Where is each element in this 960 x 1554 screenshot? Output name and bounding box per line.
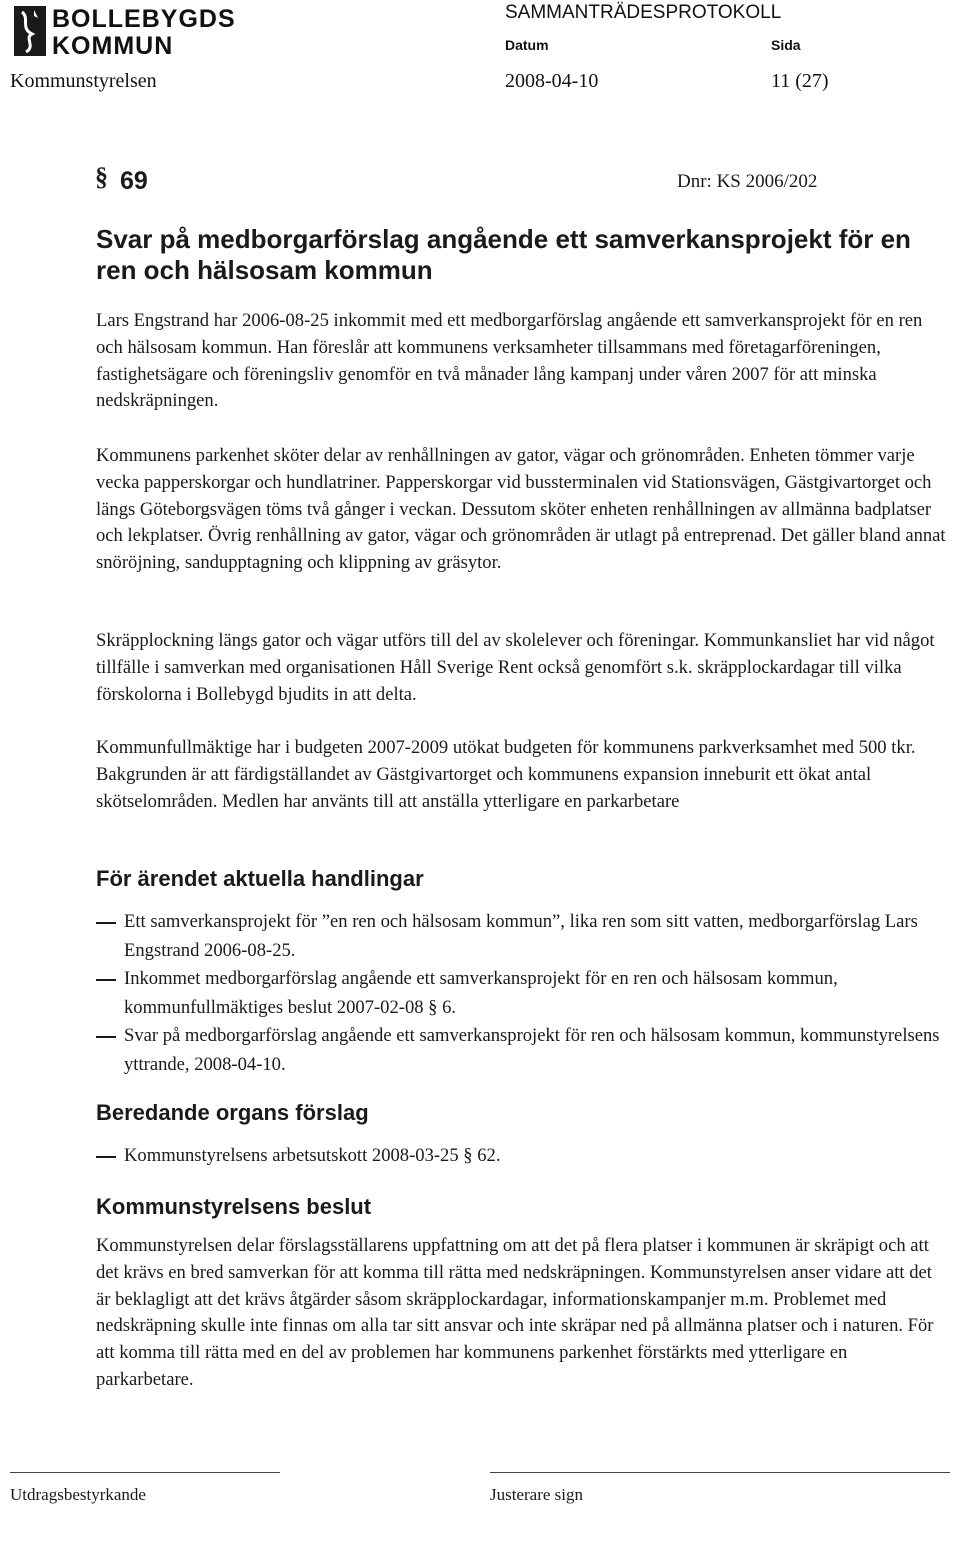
beredande-list bbox=[96, 1142, 946, 1171]
datum-label: Datum bbox=[505, 37, 549, 53]
footer-divider-left bbox=[10, 1472, 280, 1473]
footer-attestation: Utdragsbestyrkande bbox=[10, 1485, 146, 1504]
list-item-text: Kommunstyrelsens arbetsutskott 2008-03-25 § 62. bbox=[124, 1145, 501, 1166]
paragraph-sign: § bbox=[95, 162, 108, 191]
meeting-date: 2008-04-10 bbox=[505, 70, 599, 92]
page-title: Svar på medborgarförslag angående ett samverkansprojekt för en ren och hälsosam kommun bbox=[96, 224, 911, 285]
paragraph-1-text: Lars Engstrand har 2006-08-25 inkommit med ett medborgarförslag angående ett samverkansprojekt för en ren och hälsosam kommun. Han föreslår att kommunens verksamheter tillsammans med företagarföreningen, fastighetsägare och föreningsliv genomför en två månader lång kampanj under våren 2007 för att minska nedskräpningen. bbox=[96, 310, 923, 412]
paragraph-4 bbox=[96, 735, 946, 815]
list-item bbox=[96, 1142, 946, 1171]
paragraph-2-text: Kommunens parkenhet sköter delar av renhållningen av gator, vägar och grönområden. Enheten tömmer varje vecka papperskorgar och hundlatriner. Papperskorgar vid bussterminalen vid Stationsvägen, Gästgivartorget och längs Göteborgsvägen töms två gånger i veckan. Dessutom sköter enheten renhållningen av allmänna badplatser och lekplatser. Övrig renhållning av gator, vägar och grönområden är utlagt på entreprenad. Det gäller bland annat snöröjning, sandupptagning och klippning av gräsytor. bbox=[96, 445, 946, 574]
list-item bbox=[96, 965, 946, 1022]
handlingar-heading: För ärendet aktuella handlingar bbox=[96, 866, 424, 891]
paragraph-3 bbox=[96, 628, 946, 708]
beslut-text: Kommunstyrelsen delar förslagsställarens uppfattning om att det på flera platser i kommunen är skräpigt och att det krävs en bred samverkan för att komma till rätta med nedskräpningen. Kommunstyrelsen anser vidare att det är beklagligt att det krävs åtgärder såsom skräpplockardagar, informationskampanjer m.m. Problemet med nedskräpning skulle inte finnas om alla tar sitt ansvar och inte skräpar ned på allmänna platser och i naturen. För att komma till rätta med en del av problemen har kommunens parkenhet förstärkts med ytterligare en parkarbetare. bbox=[96, 1235, 934, 1390]
diary-number: Dnr: KS 2006/202 bbox=[677, 171, 818, 192]
paragraph-1 bbox=[96, 308, 946, 415]
paragraph-3-text: Skräpplockning längs gator och vägar utförs till del av skolelever och föreningar. Kommunkansliet har vid något tillfälle i samverkan med organisationen Håll Sverige Rent också genomfört s.k. skräpplockardagar till vilka förskolorna i Bollebygd bjudits in att delta. bbox=[96, 630, 935, 705]
beslut-paragraph bbox=[96, 1233, 946, 1394]
list-item bbox=[96, 1022, 946, 1079]
beslut-heading: Kommunstyrelsens beslut bbox=[96, 1194, 372, 1219]
list-item bbox=[96, 908, 946, 965]
paragraph-4-text: Kommunfullmäktige har i budgeten 2007-2009 utökat budgeten för kommunens parkverksamhet med 500 tkr. Bakgrunden är att färdigställandet av Gästgivartorget och kommunens expansion inneburit ett ökat antal skötselområden. Medlen har använts till att anställa ytterligare en parkarbetare bbox=[96, 737, 916, 812]
logo-line-2: KOMMUN bbox=[52, 32, 174, 60]
list-item-text: Ett samverkansprojekt för ”en ren och hälsosam kommun”, lika ren som sitt vatten, medborgarförslag Lars Engstrand 2006-08-25. bbox=[124, 911, 918, 961]
logo-line-1: BOLLEBYGDS bbox=[52, 5, 236, 33]
footer-signature: Justerare sign bbox=[490, 1485, 584, 1504]
footer-divider-right bbox=[490, 1472, 950, 1473]
body-name: Kommunstyrelsen bbox=[10, 70, 157, 92]
paragraph-number: 69 bbox=[120, 167, 148, 195]
list-item-text: Inkommet medborgarförslag angående ett samverkansprojekt för en ren och hälsosam kommun, kommunfullmäktiges beslut 2007-02-08 § 6. bbox=[124, 968, 838, 1018]
handlingar-list bbox=[96, 908, 946, 1080]
page-number: 11 (27) bbox=[771, 70, 829, 92]
sida-label: Sida bbox=[771, 37, 801, 53]
crest-icon bbox=[12, 4, 48, 62]
list-item-text: Svar på medborgarförslag angående ett samverkansprojekt för ren och hälsosam kommun, kommunstyrelsens yttrande, 2008-04-10. bbox=[124, 1025, 940, 1075]
protocol-title: SAMMANTRÄDESPROTOKOLL bbox=[505, 2, 782, 23]
municipality-logo bbox=[12, 4, 252, 64]
beredande-heading: Beredande organs förslag bbox=[96, 1100, 369, 1125]
paragraph-2 bbox=[96, 443, 946, 577]
